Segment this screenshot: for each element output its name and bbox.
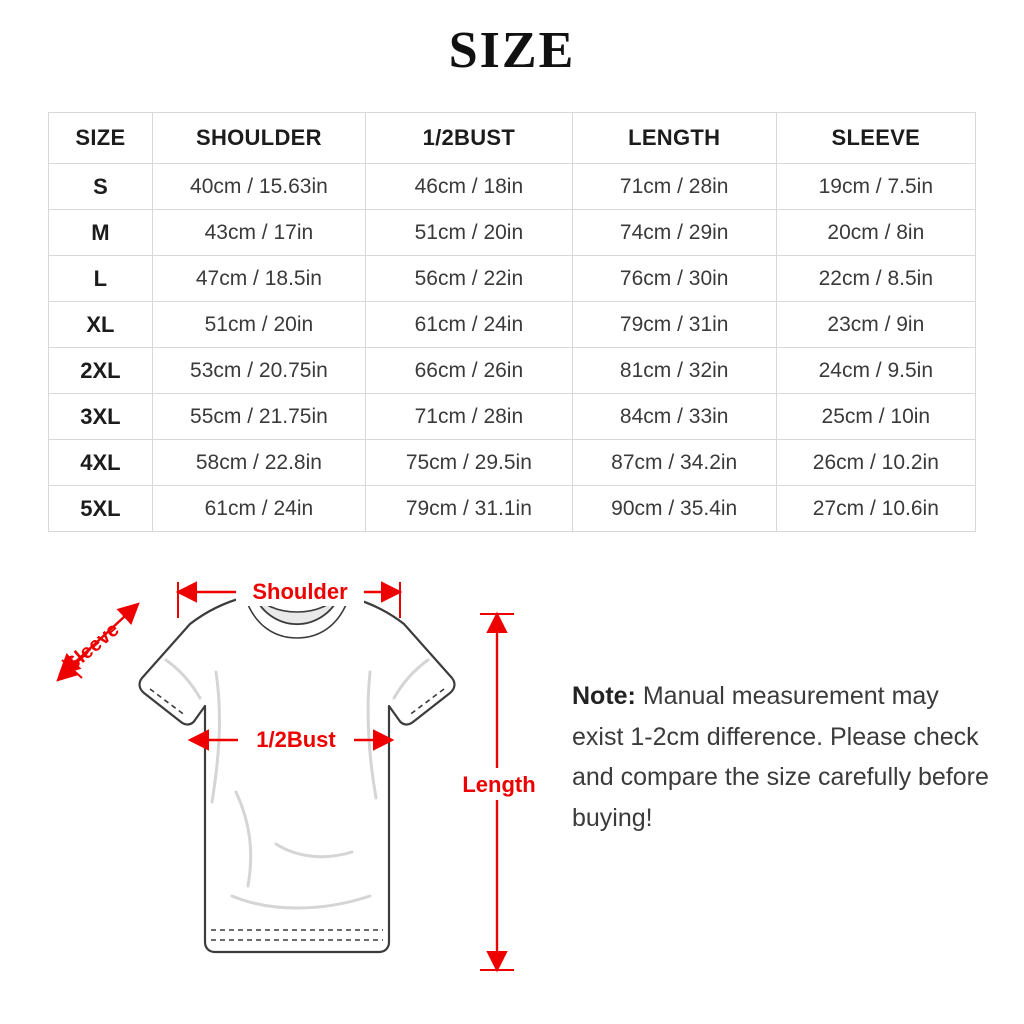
cell-shoulder: 61cm / 24in	[152, 486, 365, 532]
cell-length: 87cm / 34.2in	[572, 440, 776, 486]
size-table-header	[49, 113, 976, 164]
cell-shoulder: 55cm / 21.75in	[152, 394, 365, 440]
column-header-sleeve: SLEEVE	[776, 113, 975, 164]
cell-sleeve: 22cm / 8.5in	[776, 256, 975, 302]
cell-shoulder: 51cm / 20in	[152, 302, 365, 348]
note-label: Note:	[572, 682, 636, 710]
size-table-body	[49, 164, 976, 532]
table-header-row	[49, 113, 976, 164]
cell-sleeve: 19cm / 7.5in	[776, 164, 975, 210]
cell-sleeve: 23cm / 9in	[776, 302, 975, 348]
cell-sleeve: 25cm / 10in	[776, 394, 975, 440]
table-row	[49, 348, 976, 394]
cell-length: 81cm / 32in	[572, 348, 776, 394]
table-row	[49, 164, 976, 210]
cell-length: 76cm / 30in	[572, 256, 776, 302]
column-header-size: SIZE	[49, 113, 153, 164]
cell-size: 3XL	[49, 394, 153, 440]
cell-bust: 56cm / 22in	[366, 256, 573, 302]
cell-bust: 46cm / 18in	[366, 164, 573, 210]
cell-shoulder: 40cm / 15.63in	[152, 164, 365, 210]
table-row	[49, 440, 976, 486]
cell-length: 71cm / 28in	[572, 164, 776, 210]
length-label: Length	[462, 772, 536, 797]
cell-bust: 66cm / 26in	[366, 348, 573, 394]
table-row	[49, 486, 976, 532]
tshirt-illustration	[140, 594, 455, 952]
note-text: Manual measurement may exist 1-2cm difference. Please check and compare the size carefully before buying!	[572, 682, 989, 832]
table-row	[49, 256, 976, 302]
cell-shoulder: 47cm / 18.5in	[152, 256, 365, 302]
cell-bust: 71cm / 28in	[366, 394, 573, 440]
column-header-bust: 1/2BUST	[366, 113, 573, 164]
size-table	[48, 112, 976, 532]
table-row	[49, 302, 976, 348]
cell-shoulder: 43cm / 17in	[152, 210, 365, 256]
cell-sleeve: 27cm / 10.6in	[776, 486, 975, 532]
page-title: SIZE	[448, 22, 576, 79]
cell-size: 5XL	[49, 486, 153, 532]
cell-length: 79cm / 31in	[572, 302, 776, 348]
cell-length: 84cm / 33in	[572, 394, 776, 440]
cell-length: 90cm / 35.4in	[572, 486, 776, 532]
cell-bust: 61cm / 24in	[366, 302, 573, 348]
cell-size: L	[49, 256, 153, 302]
table-row	[49, 210, 976, 256]
cell-bust: 75cm / 29.5in	[366, 440, 573, 486]
shoulder-label: Shoulder	[252, 579, 348, 604]
cell-shoulder: 58cm / 22.8in	[152, 440, 365, 486]
measurement-diagram	[40, 552, 540, 1012]
column-header-length: LENGTH	[572, 113, 776, 164]
bust-label: 1/2Bust	[256, 727, 336, 752]
cell-bust: 51cm / 20in	[366, 210, 573, 256]
cell-sleeve: 26cm / 10.2in	[776, 440, 975, 486]
cell-size: XL	[49, 302, 153, 348]
column-header-shoulder: SHOULDER	[152, 113, 365, 164]
table-row	[49, 394, 976, 440]
cell-bust: 79cm / 31.1in	[366, 486, 573, 532]
cell-shoulder: 53cm / 20.75in	[152, 348, 365, 394]
sleeve-label: Sleeve	[60, 618, 124, 677]
size-table-container	[48, 112, 976, 532]
cell-size: M	[49, 210, 153, 256]
cell-size: 2XL	[49, 348, 153, 394]
cell-size: 4XL	[49, 440, 153, 486]
cell-sleeve: 20cm / 8in	[776, 210, 975, 256]
cell-length: 74cm / 29in	[572, 210, 776, 256]
note-block	[572, 676, 992, 838]
cell-sleeve: 24cm / 9.5in	[776, 348, 975, 394]
cell-size: S	[49, 164, 153, 210]
